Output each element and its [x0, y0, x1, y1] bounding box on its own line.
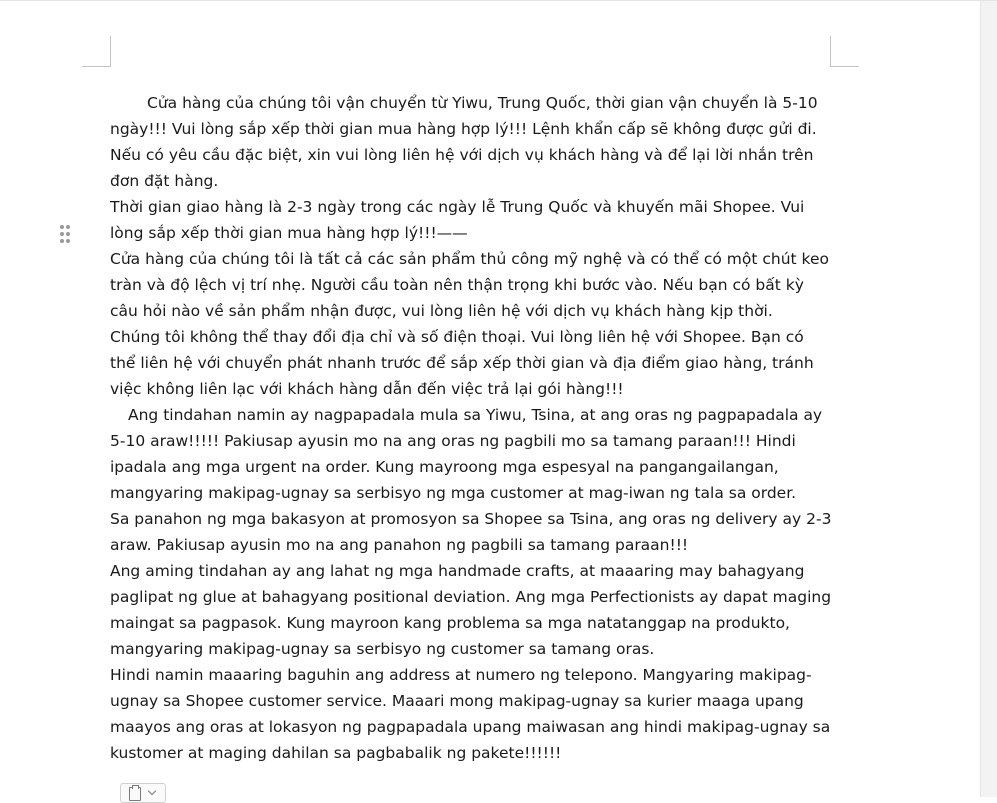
paragraph: Hindi namin maaaring baguhin ang address at numero ng telepono. Mangyaring makipag-ugnay sa Shopee customer service. Maaari mong makipag-ugnay sa kurier maaga upang maayos ang oras at lokasyon ng pagpapadala upang maiwasan ang hindi makipag-ugnay sa kustomer at maging dahilan sa pagbabalik ng pakete!!!!!!	[110, 666, 831, 762]
paragraph: Cửa hàng của chúng tôi là tất cả các sản phẩm thủ công mỹ nghệ và có thể có một chút keo tràn và độ lệch vị trí nhẹ. Người cầu toàn nên thận trọng khi bước vào. Nếu bạn có bất kỳ câu hỏi nào về sản phẩm nhận được, vui lòng liên hệ với dịch vụ khách hàng kịp thời.	[110, 250, 829, 320]
paragraph: Ang aming tindahan ay ang lahat ng mga handmade crafts, at maaaring may bahagyang paglipat ng glue at bahagyang positional deviation. Ang mga Perfectionists ay dapat maging maingat sa pagpasok. Kung mayroon kang problema sa mga natatanggap na produkto, mangyaring makipag-ugnay sa serbisyo ng customer sa tamang oras.	[110, 562, 832, 658]
crop-mark-top-left	[82, 36, 111, 67]
paragraph: Chúng tôi không thể thay đổi địa chỉ và số điện thoại. Vui lòng liên hệ với Shopee. Bạn có thể liên hệ với chuyển phát nhanh trước để sắp xếp thời gian và địa điểm giao hàng, tránh việc không liên lạc với khách hàng dẫn đến việc trả lại gói hàng!!!	[110, 328, 814, 398]
paragraph: Cửa hàng của chúng tôi vận chuyển từ Yiwu, Trung Quốc, thời gian vận chuyển là 5-10 ngày!!! Vui lòng sắp xếp thời gian mua hàng hợp lý!!! Lệnh khẩn cấp sẽ không được gửi đi. Nếu có yêu cầu đặc biệt, xin vui lòng liên hệ với dịch vụ khách hàng và để lại lời nhắn trên đơn đặt hàng.	[110, 94, 818, 190]
paragraph: Ang tindahan namin ay nagpapadala mula sa Yiwu, Tsina, at ang oras ng pagpapadala ay 5-10 araw!!!!! Pakiusap ayusin mo na ang oras ng pagbili mo sa tamang paraan!!! Hindi ipadala ang mga urgent na order. Kung mayroong mga espesyal na pangangailangan, mangyaring makipag-ugnay sa serbisyo ng mga customer at mag-iwan ng tala sa order.	[110, 406, 823, 502]
chevron-down-icon	[148, 787, 156, 795]
drag-handle-icon[interactable]	[60, 225, 72, 243]
clipboard-icon	[129, 787, 141, 801]
paragraph: Thời gian giao hàng là 2-3 ngày trong các ngày lễ Trung Quốc và khuyến mãi Shopee. Vui lòng sắp xếp thời gian mua hàng hợp lý!!!——	[110, 198, 805, 242]
paragraph: Sa panahon ng mga bakasyon at promosyon sa Shopee sa Tsina, ang oras ng delivery ay 2-3 araw. Pakiusap ayusin mo na ang panahon ng pagbili sa tamang paraan!!!	[110, 510, 832, 554]
paste-options-button[interactable]	[120, 783, 166, 803]
scrollbar-track[interactable]	[980, 0, 997, 797]
crop-mark-top-right	[830, 36, 859, 67]
top-divider	[0, 0, 997, 1]
document-body[interactable]	[110, 90, 832, 766]
